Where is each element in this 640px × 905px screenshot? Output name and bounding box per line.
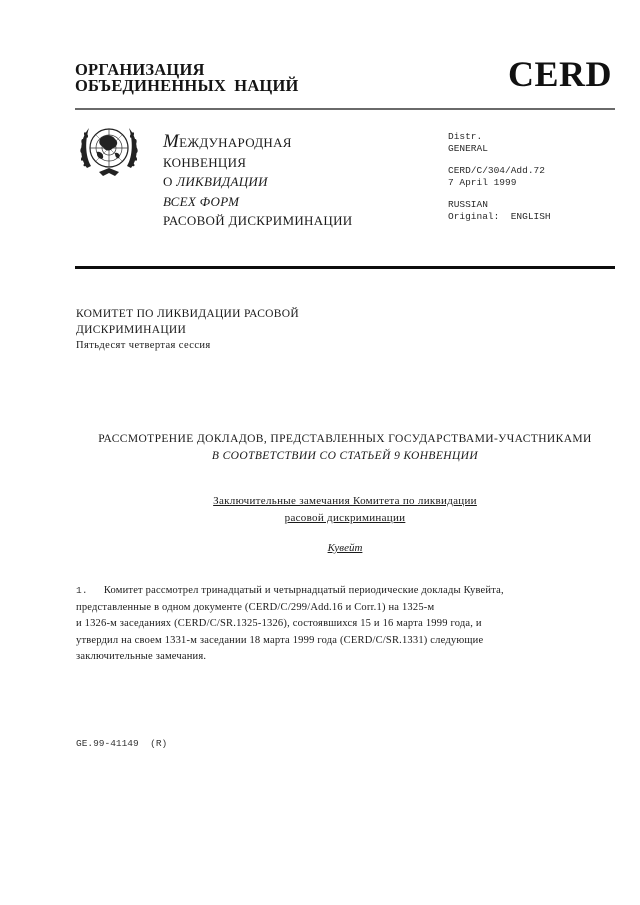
paragraph-1	[76, 583, 616, 666]
convention-title-line1-rest: ЕЖДУНАРОДНАЯ	[179, 135, 292, 150]
convention-title-line5: РАСОВОЙ ДИСКРИМИНАЦИИ	[163, 213, 353, 228]
document-subheading-line1: Заключительные замечания Комитета по ликвидации	[213, 495, 477, 507]
committee-block	[76, 306, 299, 354]
paragraph-line: утвердил на своем 1331-м заседании 18 марта 1999 года (CERD/C/SR.1331) следующие	[76, 634, 484, 646]
paragraph-line: представленные в одном документе (CERD/C/299/Add.16 и Corr.1) на 1325-м	[76, 601, 435, 613]
document-symbol: CERD/C/304/Add.72	[448, 165, 545, 176]
document-date: 7 April 1999	[448, 176, 517, 188]
header-bottom-divider	[75, 266, 615, 269]
document-heading	[75, 431, 615, 465]
convention-title-line3-italic: ЛИКВИДАЦИИ	[176, 174, 268, 189]
document-language: RUSSIAN	[448, 199, 488, 210]
un-emblem-icon	[77, 118, 141, 180]
paragraph-number: 1.	[76, 585, 88, 596]
distribution-value: GENERAL	[448, 142, 488, 154]
paragraph-line: заключительные замечания.	[76, 651, 207, 662]
country-title: Кувейт	[327, 542, 363, 554]
organization-name	[75, 62, 299, 94]
convention-title-initial: М	[163, 131, 180, 152]
header-divider	[75, 108, 615, 110]
document-subheading-line2: расовой дискриминации	[284, 512, 406, 524]
convention-title-line4: ВСЕХ ФОРМ	[163, 193, 240, 209]
distribution-label: Distr.	[448, 131, 483, 142]
convention-title-line3	[163, 172, 352, 192]
session-label: Пятьдесят четвертая сессия	[76, 340, 211, 351]
organization-name-line2: ОБЪЕДИНЕННЫХ НАЦИЙ	[75, 76, 299, 95]
job-number: GE.99-41149 (R)	[76, 738, 168, 749]
document-metadata	[448, 131, 551, 222]
paragraph-line: и 1326-м заседаниях (CERD/C/SR.1325-1326), состоявшихся 15 и 16 марта 1999 года, и	[76, 618, 482, 629]
paragraph-line-1-text: Комитет рассмотрел тринадцатый и четырнадцатый периодические доклады Кувейта,	[103, 585, 504, 596]
convention-title-line1	[163, 132, 352, 153]
convention-title-line2: КОНВЕНЦИЯ	[163, 154, 247, 170]
cerd-logo: CERD	[507, 54, 612, 94]
document-heading-line2: В СООТВЕТСТВИИ СО СТАТЬЕЙ 9 КОНВЕНЦИИ	[211, 450, 479, 462]
committee-name-line2: ДИСКРИМИНАЦИИ	[76, 324, 187, 336]
convention-title	[163, 132, 352, 231]
convention-title-line3-prefix: О	[163, 174, 177, 189]
committee-name-line1: КОМИТЕТ ПО ЛИКВИДАЦИИ РАСОВОЙ	[76, 308, 299, 320]
original-language: Original: ENGLISH	[448, 210, 551, 222]
organization-name-line1: ОРГАНИЗАЦИЯ	[75, 60, 205, 79]
document-heading-line1: РАССМОТРЕНИЕ ДОКЛАДОВ, ПРЕДСТАВЛЕННЫХ ГОСУДАРСТВАМИ-УЧАСТНИКАМИ	[98, 433, 592, 445]
document-subheading	[75, 493, 615, 527]
paragraph-line	[76, 583, 616, 600]
